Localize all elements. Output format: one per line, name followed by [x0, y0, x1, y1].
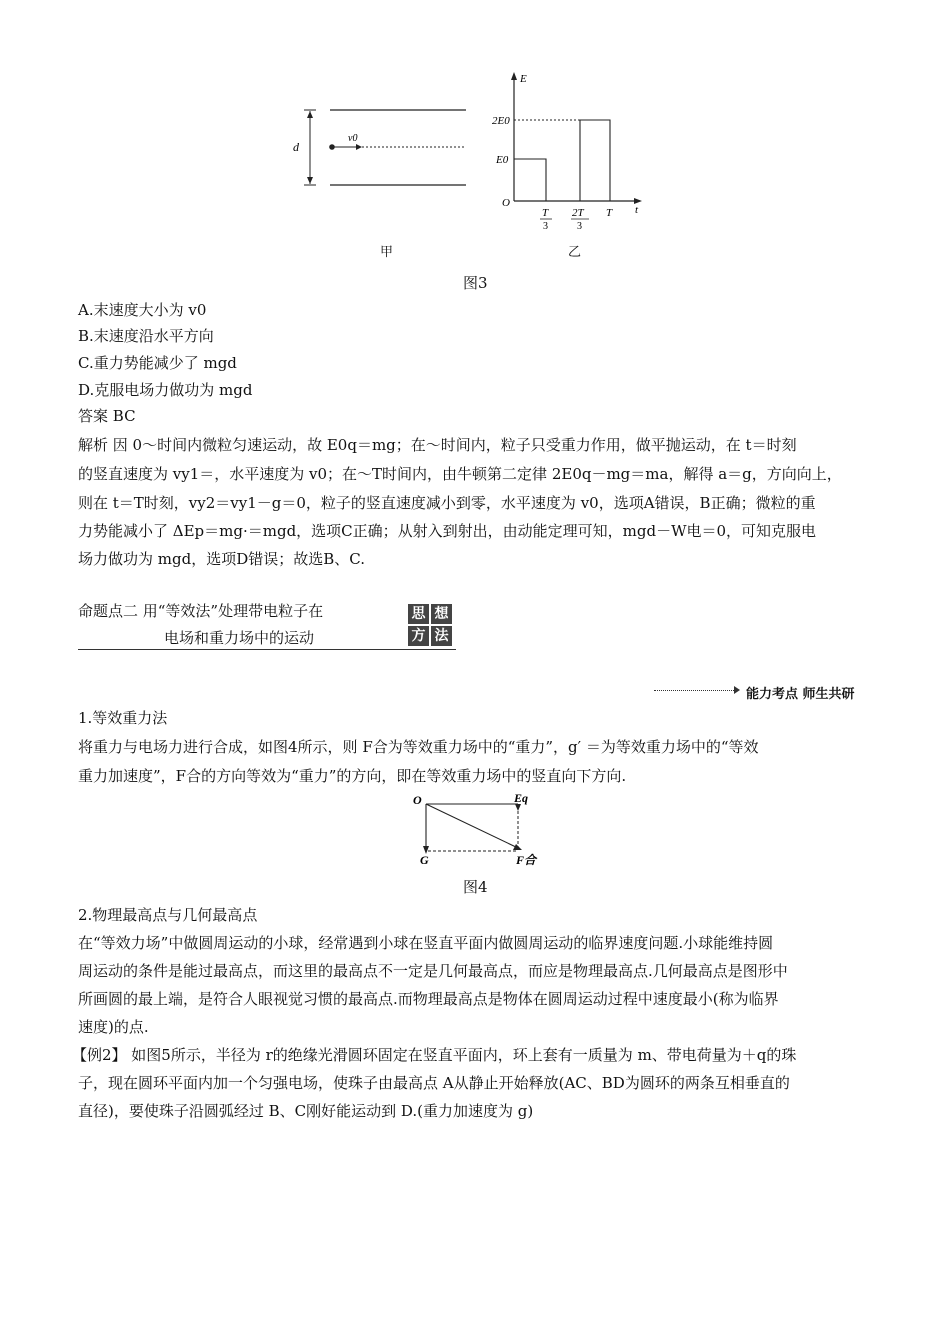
- option-b: B.末速度沿水平方向: [78, 327, 214, 345]
- analysis-line: 力势能减小了 ΔEp＝mg·＝mgd，选项C正确；从射入到射出，由动能定理可知，mgd－W电＝0，可知克服电: [78, 522, 817, 540]
- section-underline: [78, 649, 456, 650]
- analysis-line: 解析 因 0～时间内微粒匀速运动，故 E0q＝mg；在～时间内，粒子只受重力作用，做平抛运动，在 t＝时刻: [78, 436, 797, 454]
- fig4-O-label: O: [413, 793, 422, 807]
- p1-line: 将重力与电场力进行合成，如图4所示，则 F合为等效重力场中的“重力”，g′ ＝为等效重力场中的“等效: [78, 738, 759, 756]
- origin-label: O: [502, 197, 510, 209]
- analysis-line: 的竖直速度为 vy1＝，水平速度为 v0；在～T时间内，由牛顿第二定律 2E0q－mg＝ma，解得 a＝g，方向向上，: [78, 465, 842, 483]
- example-line: 【例2】 如图5所示，半径为 r的绝缘光滑圆环固定在竖直平面内，环上套有一质量为 m、带电荷量为＋q的珠: [72, 1046, 797, 1064]
- v0-label: v0: [348, 133, 358, 144]
- figure3-field-graph: [490, 70, 650, 235]
- tag-dotted-line: [654, 690, 736, 691]
- answer-text: 答案 BC: [78, 407, 136, 425]
- axis-t-label: t: [635, 204, 639, 216]
- figure3-caption: 图3: [463, 274, 488, 292]
- analysis-line: 场力做功为 mgd，选项D错误；故选B、C.: [78, 550, 365, 568]
- option-d: D.克服电场力做功为 mgd: [78, 381, 253, 399]
- p2-line: 在“等效力场”中做圆周运动的小球，经常遇到小球在竖直平面内做圆周运动的临界速度问题.小球能维持圆: [78, 934, 774, 952]
- figure3-plates-diagram: [290, 95, 480, 195]
- section-title-line1: 命题点二 用“等效法”处理带电粒子在: [78, 602, 324, 620]
- example-line: 直径)，要使珠子沿圆弧经过 B、C刚好能运动到 D.(重力加速度为 g): [78, 1102, 534, 1120]
- badge-char: 思: [408, 604, 429, 624]
- tick-T3-num: T: [542, 207, 549, 219]
- badge-char: 想: [431, 604, 452, 624]
- section-title-line2: 电场和重力场中的运动: [164, 629, 315, 647]
- ability-tag: 能力考点 师生共研: [746, 687, 855, 702]
- fig4-G-label: G: [420, 853, 429, 867]
- p2-heading: 2.物理最高点与几何最高点: [78, 906, 258, 924]
- figure3-jia-label: 甲: [380, 245, 394, 260]
- figure4-caption: 图4: [463, 878, 488, 896]
- tick-2T3-num: 2T: [572, 207, 584, 219]
- p2-line: 速度)的点.: [78, 1018, 149, 1036]
- tick-E0: E0: [496, 154, 509, 166]
- tick-2E0: 2E0: [492, 115, 510, 127]
- axis-E-label: E: [520, 73, 527, 85]
- figure4-force-diagram: [410, 792, 550, 872]
- fig4-Eq-label: Eq: [514, 792, 529, 805]
- analysis-line: 则在 t＝T时刻，vy2＝vy1－g＝0，粒子的竖直速度减小到零，水平速度为 v0，选项A错误，B正确；微粒的重: [78, 494, 816, 512]
- badge-char: 法: [431, 626, 452, 646]
- badge-char: 方: [408, 626, 429, 646]
- d-label: d: [293, 140, 299, 154]
- example-line: 子，现在圆环平面内加一个匀强电场，使珠子由最高点 A从静止开始释放(AC、BD为圆环的两条互相垂直的: [78, 1074, 790, 1092]
- tick-T3-den: 3: [543, 221, 548, 232]
- tag-arrow-icon: [734, 686, 740, 694]
- figure3-yi-label: 乙: [568, 245, 582, 260]
- p2-line: 周运动的条件是能过最高点，而这里的最高点不一定是几何最高点，而应是物理最高点.几何最高点是图形中: [78, 962, 788, 980]
- tick-2T3-den: 3: [577, 221, 582, 232]
- option-a: A.末速度大小为 v0: [78, 301, 207, 319]
- tick-T: T: [606, 207, 613, 219]
- p2-line: 所画圆的最上端，是符合人眼视觉习惯的最高点.而物理最高点是物体在圆周运动过程中速度最小(称为临界: [78, 990, 779, 1008]
- fig4-F-label: F合: [516, 853, 537, 867]
- p1-line: 重力加速度”，F合的方向等效为“重力”的方向，即在等效重力场中的竖直向下方向.: [78, 767, 627, 785]
- method-badge: [408, 604, 454, 646]
- option-c: C.重力势能减少了 mgd: [78, 354, 237, 372]
- p1-heading: 1.等效重力法: [78, 709, 168, 727]
